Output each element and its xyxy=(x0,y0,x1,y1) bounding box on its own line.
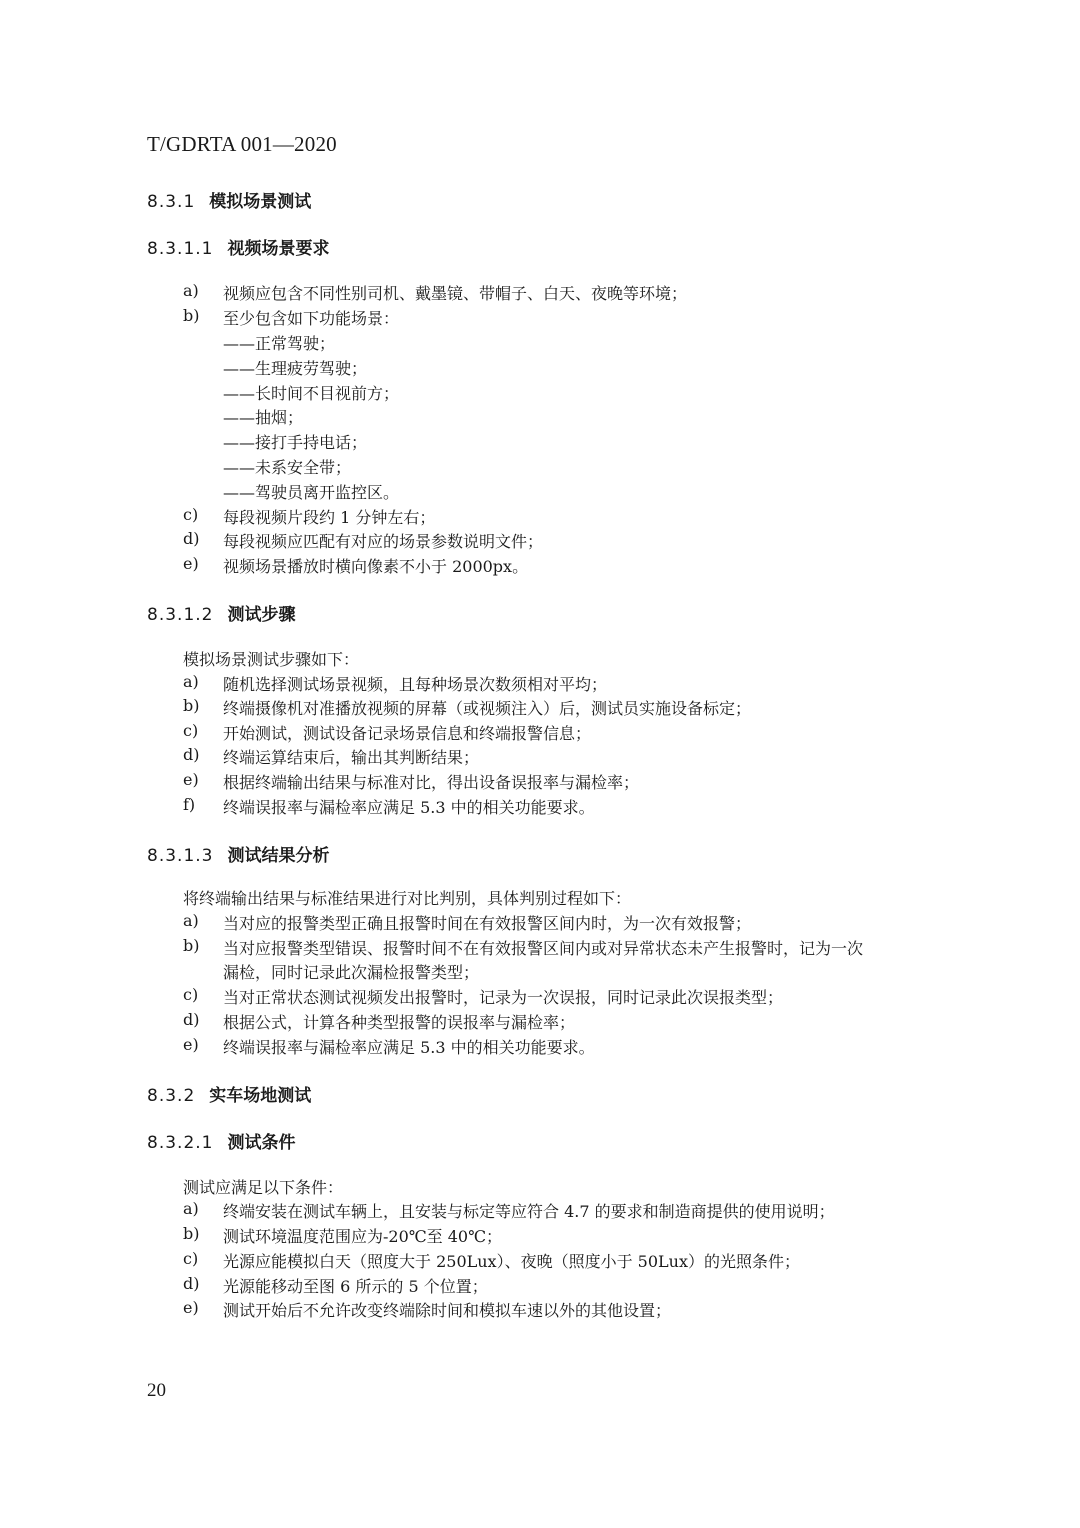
list-label: e) xyxy=(183,1298,199,1317)
list-text: 光源能移动至图 6 所示的 5 个位置； xyxy=(223,1277,488,1296)
list-text: 当对应报警类型错误、报警时间不在有效报警区间内或对异常状态未产生报警时，记为一次 xyxy=(223,939,864,958)
list-label: b) xyxy=(183,936,200,955)
list-text: 视频场景播放时横向像素不小于 2000px。 xyxy=(223,557,529,576)
list-label: b) xyxy=(183,696,200,715)
list-text: 终端运算结束后，输出其判断结果； xyxy=(223,748,480,767)
dash-list-item: ——接打手持电话； xyxy=(223,433,368,452)
list-label: c) xyxy=(183,505,199,524)
list-text: 每段视频片段约 1 分钟左右； xyxy=(223,508,436,527)
list-text: 开始测试，测试设备记录场景信息和终端报警信息； xyxy=(223,724,592,743)
standard-number-header: T/GDRTA 001—2020 xyxy=(147,132,337,156)
list-text: 当对正常状态测试视频发出报警时，记录为一次误报，同时记录此次误报类型； xyxy=(223,988,784,1007)
list-text: 每段视频应匹配有对应的场景参数说明文件； xyxy=(223,532,544,551)
dash-list-item: ——驾驶员离开监控区。 xyxy=(223,483,400,502)
list-text: 终端摄像机对准播放视频的屏幕（或视频注入）后，测试员实施设备标定； xyxy=(223,699,752,718)
section-intro: 测试应满足以下条件： xyxy=(183,1178,344,1197)
list-label: a) xyxy=(183,1199,199,1218)
list-text-continuation: 漏检，同时记录此次漏检报警类型； xyxy=(223,963,480,982)
list-label: a) xyxy=(183,281,199,300)
list-label: d) xyxy=(183,1010,200,1029)
dash-list-item: ——正常驾驶； xyxy=(223,334,336,353)
page-number: 20 xyxy=(147,1380,166,1401)
section-number: 8.3.1.1 xyxy=(147,239,214,259)
section-heading-8-3-1-2 xyxy=(147,600,295,625)
list-label: c) xyxy=(183,1249,199,1268)
dash-list-item: ——生理疲劳驾驶； xyxy=(223,359,368,378)
list-text: 至少包含如下功能场景： xyxy=(223,309,400,328)
list-text: 终端安装在测试车辆上，且安装与标定等应符合 4.7 的要求和制造商提供的使用说明； xyxy=(223,1202,835,1221)
section-number: 8.3.2 xyxy=(147,1086,196,1106)
list-text: 光源应能模拟白天（照度大于 250Lux）、夜晚（照度小于 50Lux）的光照条件； xyxy=(223,1252,800,1271)
section-number: 8.3.1 xyxy=(147,192,196,212)
section-title: 视频场景要求 xyxy=(227,239,330,259)
section-title: 模拟场景测试 xyxy=(209,192,312,212)
list-label: c) xyxy=(183,985,199,1004)
list-label: e) xyxy=(183,770,199,789)
section-number: 8.3.1.2 xyxy=(147,605,214,625)
section-intro: 模拟场景测试步骤如下： xyxy=(183,650,360,669)
list-label: e) xyxy=(183,1035,199,1054)
section-heading-8-3-1-3 xyxy=(147,841,329,866)
section-title: 测试步骤 xyxy=(227,605,296,625)
list-text: 根据终端输出结果与标准对比，得出设备误报率与漏检率； xyxy=(223,773,640,792)
list-text: 终端误报率与漏检率应满足 5.3 中的相关功能要求。 xyxy=(223,798,595,817)
list-label: d) xyxy=(183,745,200,764)
section-heading-8-3-2 xyxy=(147,1081,311,1106)
list-label: d) xyxy=(183,1274,200,1293)
section-heading-8-3-1-1 xyxy=(147,234,329,259)
section-title: 测试结果分析 xyxy=(227,846,330,866)
section-title: 实车场地测试 xyxy=(209,1086,312,1106)
list-label: b) xyxy=(183,306,200,325)
section-number: 8.3.2.1 xyxy=(147,1133,214,1153)
list-label: a) xyxy=(183,911,199,930)
list-text: 测试环境温度范围应为-20℃至 40℃； xyxy=(223,1227,503,1246)
list-label: c) xyxy=(183,721,199,740)
section-title: 测试条件 xyxy=(227,1133,296,1153)
list-text: 根据公式，计算各种类型报警的误报率与漏检率； xyxy=(223,1013,576,1032)
dash-list-item: ——长时间不目视前方； xyxy=(223,384,400,403)
list-text: 当对应的报警类型正确且报警时间在有效报警区间内时，为一次有效报警； xyxy=(223,914,752,933)
section-number: 8.3.1.3 xyxy=(147,846,214,866)
list-label: d) xyxy=(183,529,200,548)
list-text: 测试开始后不允许改变终端除时间和模拟车速以外的其他设置； xyxy=(223,1301,672,1320)
section-intro: 将终端输出结果与标准结果进行对比判别，具体判别过程如下： xyxy=(183,889,632,908)
section-heading-8-3-2-1 xyxy=(147,1128,295,1153)
list-label: f) xyxy=(183,795,196,814)
dash-list-item: ——抽烟； xyxy=(223,408,304,427)
list-label: a) xyxy=(183,672,199,691)
list-text: 终端误报率与漏检率应满足 5.3 中的相关功能要求。 xyxy=(223,1038,595,1057)
list-text: 随机选择测试场景视频，且每种场景次数须相对平均； xyxy=(223,675,608,694)
list-label: e) xyxy=(183,554,199,573)
dash-list-item: ——未系安全带； xyxy=(223,458,352,477)
list-text: 视频应包含不同性别司机、戴墨镜、带帽子、白天、夜晚等环境； xyxy=(223,284,688,303)
section-heading-8-3-1 xyxy=(147,187,311,212)
list-label: b) xyxy=(183,1224,200,1243)
